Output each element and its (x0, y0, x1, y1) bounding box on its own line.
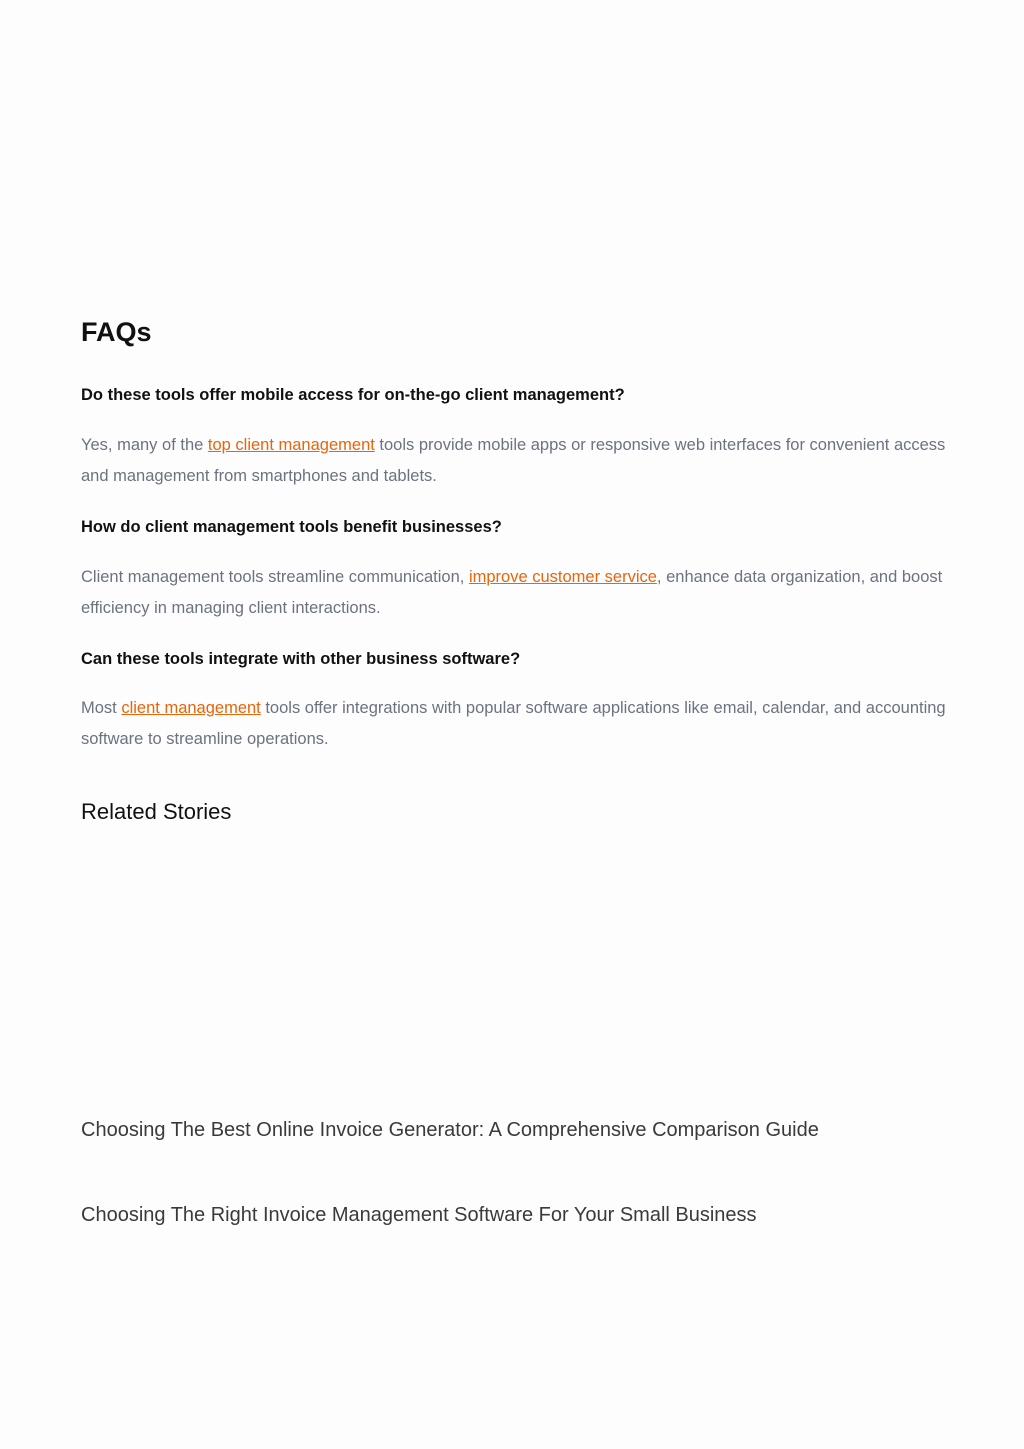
related-story-invoice-management[interactable]: Choosing The Right Invoice Management Software For Your Small Business (81, 1204, 757, 1226)
related-story-invoice-generator[interactable]: Choosing The Best Online Invoice Generator: A Comprehensive Comparison Guide (81, 1119, 819, 1141)
faq-answer-mobile-access (81, 430, 976, 492)
faq-answer-benefits (81, 562, 976, 624)
answer-text: Yes, many of the (81, 436, 208, 454)
answer-text: , enhance data organization, and boost efficiency in managing client interactions. (81, 568, 943, 617)
client-management-link[interactable]: client management (121, 699, 261, 717)
improve-customer-service-link[interactable]: improve customer service (468, 568, 657, 586)
answer-text: Client management tools streamline communication, (81, 568, 469, 586)
related-stories-heading: Related Stories (81, 799, 232, 824)
answer-text: tools offer integrations with popular software applications like email, calendar, and accounting software to streamline operations. (81, 699, 946, 748)
faq-question-mobile-access: Do these tools offer mobile access for on-the-go client management? (81, 386, 625, 404)
faq-heading: FAQs (81, 317, 152, 347)
faq-question-integrations: Can these tools integrate with other business software? (81, 650, 521, 668)
faq-answer-integrations (81, 693, 976, 755)
top-client-management-link[interactable]: top client management (207, 436, 375, 454)
answer-text: Most (81, 699, 122, 717)
faq-question-benefits: How do client management tools benefit businesses? (81, 518, 502, 536)
answer-text: tools provide mobile apps or responsive web interfaces for convenient access and management from smartphones and tablets. (81, 436, 946, 485)
